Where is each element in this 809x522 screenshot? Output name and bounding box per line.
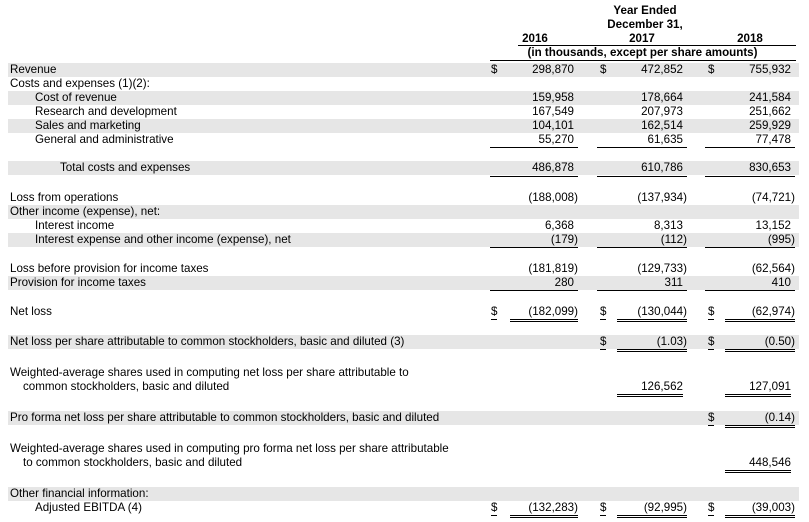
row-label-other-financial-header: Other financial information: (10, 487, 149, 500)
value-eps-2018: (0.50) (725, 335, 795, 352)
value-cost-of-revenue-2016: 159,958 (532, 91, 574, 104)
value-revenue-2018: 755,932 (749, 63, 791, 76)
subtotal-rule (490, 290, 578, 291)
row-label-pro-forma-shares-line2: to common stockholders, basic and diluted (23, 456, 243, 469)
value-eps-2017: (1.03) (617, 335, 687, 352)
row-label-provision-taxes: Provision for income taxes (10, 276, 146, 289)
value-net-loss-2018: (62,974) (725, 305, 795, 322)
value-ga-2018: 77,478 (755, 133, 791, 146)
row-label-weighted-shares-line2: common stockholders, basic and diluted (23, 380, 230, 393)
row-label-interest-income: Interest income (35, 219, 115, 232)
value-adj-ebitda-2017: (92,995) (617, 501, 687, 518)
subtotal-rule (705, 290, 795, 291)
value-interest-income-2017: 8,313 (653, 219, 683, 232)
value-ga-2016: 55,270 (538, 133, 574, 146)
row-label-weighted-shares-line1: Weighted-average shares used in computing net loss per share attributable to (10, 366, 409, 379)
header-units: (in thousands, except per share amounts) (527, 46, 758, 59)
value-pro-forma-eps-2018: (0.14) (725, 411, 795, 428)
subtotal-rule (705, 176, 795, 177)
value-loss-before-tax-2017: (129,733) (637, 262, 687, 275)
currency-symbol: $ (491, 63, 498, 76)
currency-symbol: $ (600, 305, 607, 318)
value-sales-2018: 259,929 (749, 119, 791, 132)
row-label-pro-forma-eps: Pro forma net loss per share attributable to common stockholders, basic and diluted (10, 411, 440, 424)
value-net-loss-2017: (130,044) (617, 305, 687, 322)
value-rnd-2018: 251,662 (749, 105, 791, 118)
value-rnd-2016: 167,549 (532, 105, 574, 118)
value-rnd-2017: 207,973 (641, 105, 683, 118)
value-total-costs-2018: 830,653 (749, 161, 791, 174)
value-weighted-shares-2018: 127,091 (725, 380, 791, 397)
row-label-revenue: Revenue (10, 63, 57, 76)
value-interest-income-2018: 13,152 (755, 219, 791, 232)
header-year-2016: 2016 (522, 32, 548, 45)
row-label-loss-before-tax: Loss before provision for income taxes (10, 262, 209, 275)
header-year-2018: 2018 (737, 32, 763, 45)
row-label-costs-header: Costs and expenses (1)(2): (10, 77, 150, 90)
row-label-net-loss: Net loss (10, 305, 52, 318)
value-interest-income-2016: 6,368 (544, 219, 574, 232)
value-cost-of-revenue-2018: 241,584 (749, 91, 791, 104)
currency-symbol: $ (491, 501, 498, 514)
row-label-adjusted-ebitda: Adjusted EBITDA (4) (35, 501, 142, 514)
row-label-pro-forma-shares-line1: Weighted-average shares used in computing pro forma net loss per share attributable (10, 442, 449, 455)
currency-symbol: $ (708, 335, 715, 348)
row-label-loss-from-operations: Loss from operations (10, 191, 119, 204)
value-tax-2016: 280 (554, 276, 574, 289)
value-interest-expense-2016: (179) (550, 233, 578, 246)
value-net-loss-2016: (182,099) (510, 305, 578, 322)
subtotal-rule (597, 147, 687, 148)
value-ga-2017: 61,635 (647, 133, 683, 146)
header-year-2017: 2017 (629, 32, 655, 45)
subtotal-rule (705, 147, 795, 148)
row-label-cost-of-revenue: Cost of revenue (35, 91, 117, 104)
row-label-net-loss-per-share: Net loss per share attributable to common stockholders, basic and diluted (3) (10, 335, 405, 348)
value-pro-forma-shares-2018: 448,546 (725, 456, 791, 473)
row-label-research-development: Research and development (35, 105, 177, 118)
currency-symbol: $ (708, 411, 715, 424)
currency-symbol: $ (491, 305, 498, 318)
value-adj-ebitda-2018: (39,003) (725, 501, 795, 518)
subtotal-rule (705, 247, 795, 248)
value-tax-2017: 311 (664, 276, 683, 289)
subtotal-rule (597, 247, 687, 248)
value-interest-expense-2017: (112) (660, 233, 687, 246)
subtotal-rule (490, 176, 578, 177)
header-december: December 31, (607, 18, 683, 31)
subtotal-rule (597, 176, 687, 177)
value-total-costs-2016: 486,878 (532, 161, 574, 174)
value-loss-before-tax-2018: (62,564) (751, 262, 795, 275)
value-cost-of-revenue-2017: 178,664 (641, 91, 683, 104)
value-adj-ebitda-2016: (132,283) (510, 501, 578, 518)
value-weighted-shares-2017: 126,562 (617, 380, 683, 397)
value-loss-ops-2018: (74,721) (751, 191, 795, 204)
subtotal-rule (490, 147, 578, 148)
subtotal-rule (490, 247, 578, 248)
currency-symbol: $ (600, 63, 607, 76)
value-revenue-2017: 472,852 (641, 63, 683, 76)
value-interest-expense-2018: (995) (767, 233, 795, 246)
currency-symbol: $ (600, 501, 607, 514)
value-loss-ops-2017: (137,934) (637, 191, 687, 204)
value-loss-before-tax-2016: (181,819) (528, 262, 578, 275)
value-sales-2017: 162,514 (641, 119, 683, 132)
row-label-total-costs: Total costs and expenses (60, 161, 191, 174)
currency-symbol: $ (708, 63, 715, 76)
currency-symbol: $ (708, 501, 715, 514)
value-tax-2018: 410 (771, 276, 791, 289)
row-label-general-administrative: General and administrative (35, 133, 174, 146)
currency-symbol: $ (708, 305, 715, 318)
currency-symbol: $ (600, 335, 607, 348)
subtotal-rule (597, 290, 687, 291)
row-label-sales-marketing: Sales and marketing (35, 119, 141, 132)
value-sales-2016: 104,101 (532, 119, 574, 132)
value-total-costs-2017: 610,786 (641, 161, 683, 174)
row-label-interest-expense: Interest expense and other income (expense), net (35, 233, 291, 246)
value-revenue-2016: 298,870 (532, 63, 574, 76)
value-loss-ops-2016: (188,008) (528, 191, 578, 204)
header-year-ended: Year Ended (613, 4, 677, 17)
header-rule (490, 60, 796, 61)
row-label-other-income-header: Other income (expense), net: (10, 205, 161, 218)
